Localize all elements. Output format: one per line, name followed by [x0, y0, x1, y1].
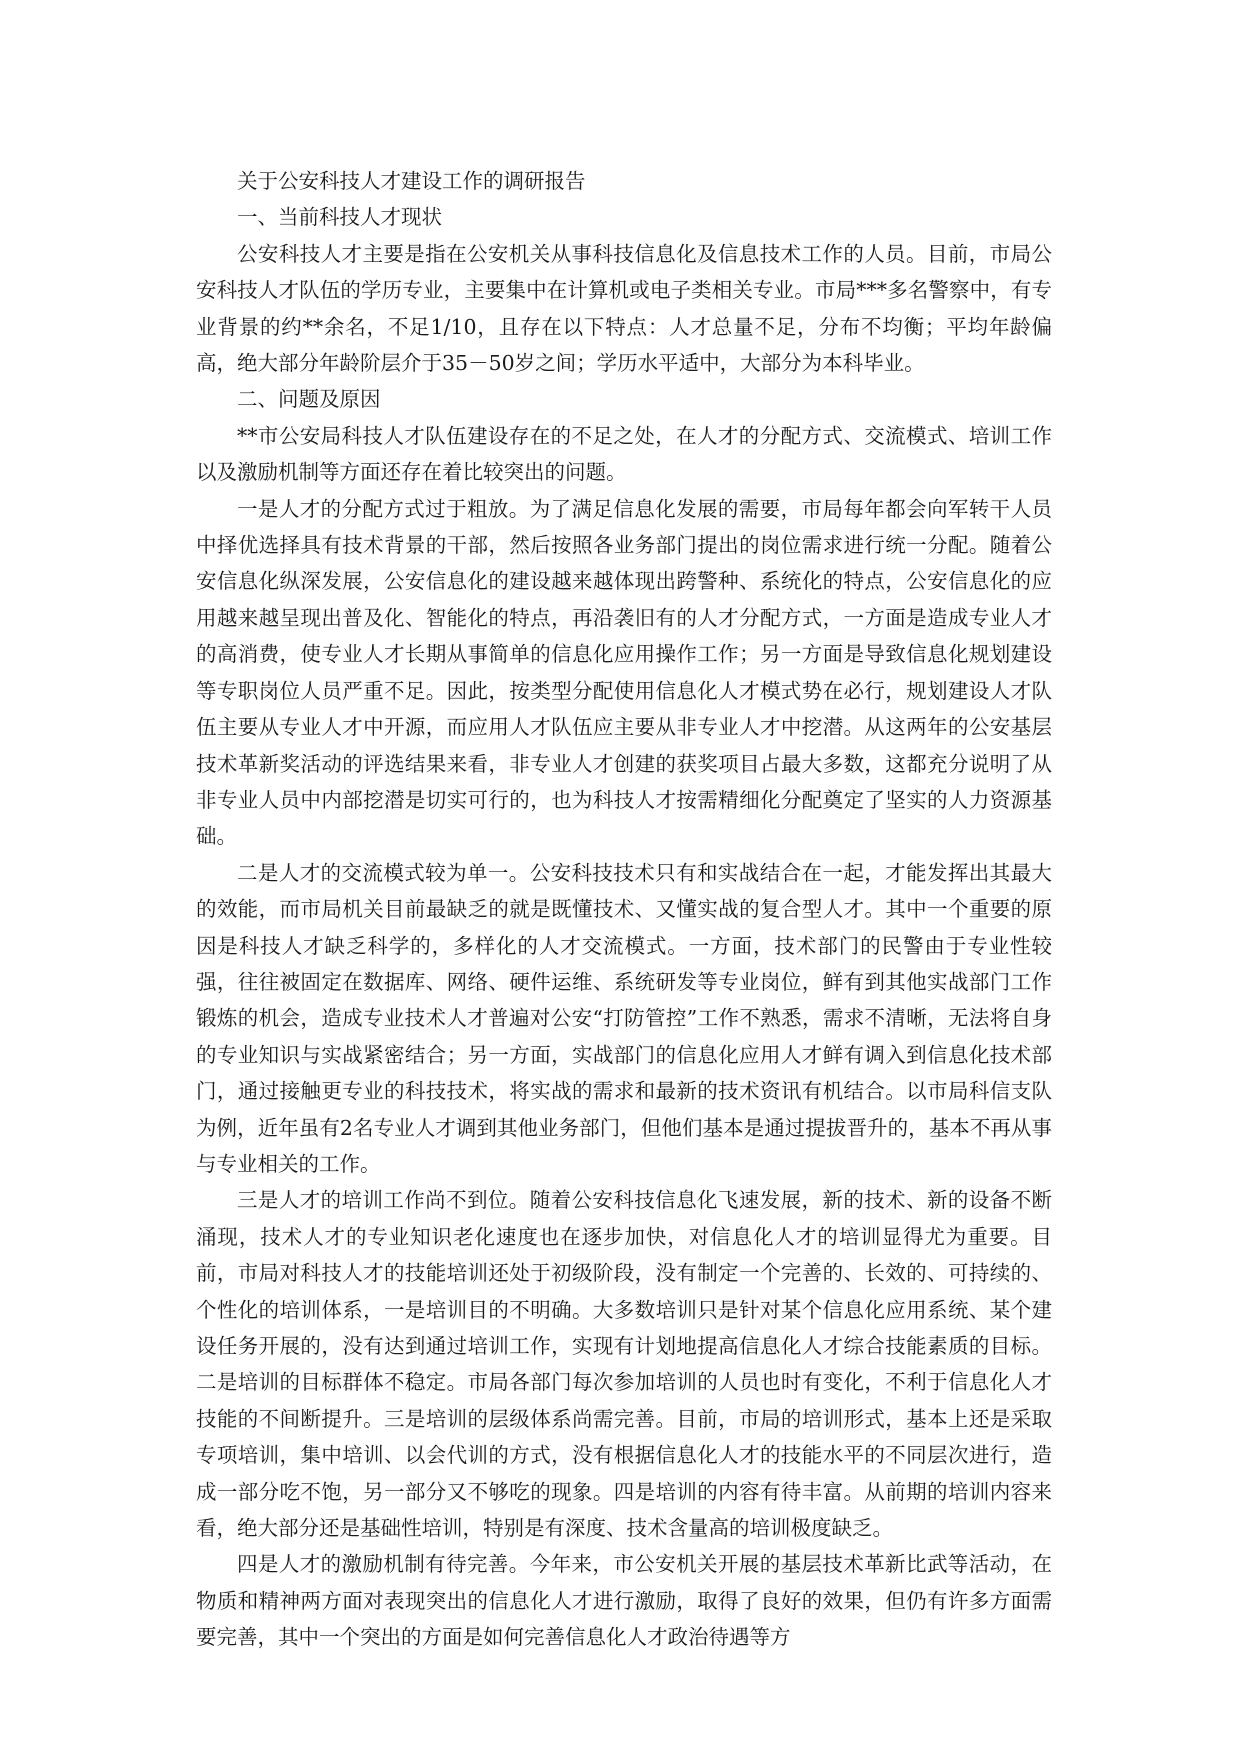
paragraph-current-status: 公安科技人才主要是指在公安机关从事科技信息化及信息技术工作的人员。目前，市局公安科技人才队伍的学历专业，主要集中在计算机或电子类相关专业。市局***多名警察中，有专业背景的约**余名，不足1/10，且存在以下特点：人才总量不足，分布不均衡；平均年龄偏高，绝大部分年龄阶层介于35－50岁之间；学历水平适中，大部分为本科毕业。 — [196, 241, 1052, 376]
section-heading-current-status: 一、当前科技人才现状 — [237, 205, 442, 230]
paragraph-exchange: 二是人才的交流模式较为单一。公安科技技术只有和实战结合在一起，才能发挥出其最大的效能，而市局机关目前最缺乏的就是既懂技术、又懂实战的复合型人才。其中一个重要的原因是科技人才缺乏科学的，多样化的人才交流模式。一方面，技术部门的民警由于专业性较强，往往被固定在数据库、网络、硬件运维、系统研发等专业岗位，鲜有到其他实战部门工作锻炼的机会，造成专业技术人才普遍对公安“打防管控”工作不熟悉，需求不清晰，无法将自身的专业知识与实战紧密结合；另一方面，实战部门的信息化应用人才鲜有调入到信息化技术部门，通过接触更专业的科技技术，将实战的需求和最新的技术资讯有机结合。以市局科信支队为例，近年虽有2名专业人才调到其他业务部门，但他们基本是通过提拔晋升的，基本不再从事与专业相关的工作。 — [196, 860, 1052, 1176]
section-heading-problems: 二、问题及原因 — [237, 387, 381, 412]
paragraph-incentive: 四是人才的激励机制有待完善。今年来，市公安机关开展的基层技术革新比武等活动，在物质和精神两方面对表现突出的信息化人才进行激励，取得了良好的效果，但仍有许多方面需要完善，其中一个突出的方面是如何完善信息化人才政治待遇等方 — [196, 1552, 1052, 1650]
document-title: 关于公安科技人才建设工作的调研报告 — [237, 169, 586, 193]
paragraph-allocation: 一是人才的分配方式过于粗放。为了满足信息化发展的需要，市局每年都会向军转干人员中择优选择具有技术背景的干部，然后按照各业务部门提出的岗位需求进行统一分配。随着公安信息化纵深发展，公安信息化的建设越来越体现出跨警种、系统化的特点，公安信息化的应用越来越呈现出普及化、智能化的特点，再沿袭旧有的人才分配方式，一方面是造成专业人才的高消费，使专业人才长期从事简单的信息化应用操作工作；另一方面是导致信息化规划建设等专职岗位人员严重不足。因此，按类型分配使用信息化人才模式势在必行，规划建设人才队伍主要从专业人才中开源，而应用人才队伍应主要从非专业人才中挖潜。从这两年的公安基层技术革新奖活动的评选结果来看，非专业人才创建的获奖项目占最大多数，这都充分说明了从非专业人员中内部挖潜是切实可行的，也为科技人才按需精细化分配奠定了坚实的人力资源基础。 — [196, 496, 1052, 849]
paragraph-training: 三是人才的培训工作尚不到位。随着公安科技信息化飞速发展，新的技术、新的设备不断涌现，技术人才的专业知识老化速度也在逐步加快，对信息化人才的培训显得尤为重要。目前，市局对科技人才的技能培训还处于初级阶段，没有制定一个完善的、长效的、可持续的、个性化的培训体系，一是培训目的不明确。大多数培训只是针对某个信息化应用系统、某个建设任务开展的，没有达到通过培训工作，实现有计划地提高信息化人才综合技能素质的目标。二是培训的目标群体不稳定。市局各部门每次参加培训的人员也时有变化，不利于信息化人才技能的不间断提升。三是培训的层级体系尚需完善。目前，市局的培训形式，基本上还是采取专项培训，集中培训、以会代训的方式，没有根据信息化人才的技能水平的不同层次进行，造成一部分吃不饱，另一部分又不够吃的现象。四是培训的内容有待丰富。从前期的培训内容来看，绝大部分还是基础性培训，特别是有深度、技术含量高的培训极度缺乏。 — [196, 1188, 1052, 1541]
paragraph-problems-intro: **市公安局科技人才队伍建设存在的不足之处，在人才的分配方式、交流模式、培训工作以及激励机制等方面还存在着比较突出的问题。 — [196, 423, 1052, 485]
document-page — [196, 163, 1052, 1656]
